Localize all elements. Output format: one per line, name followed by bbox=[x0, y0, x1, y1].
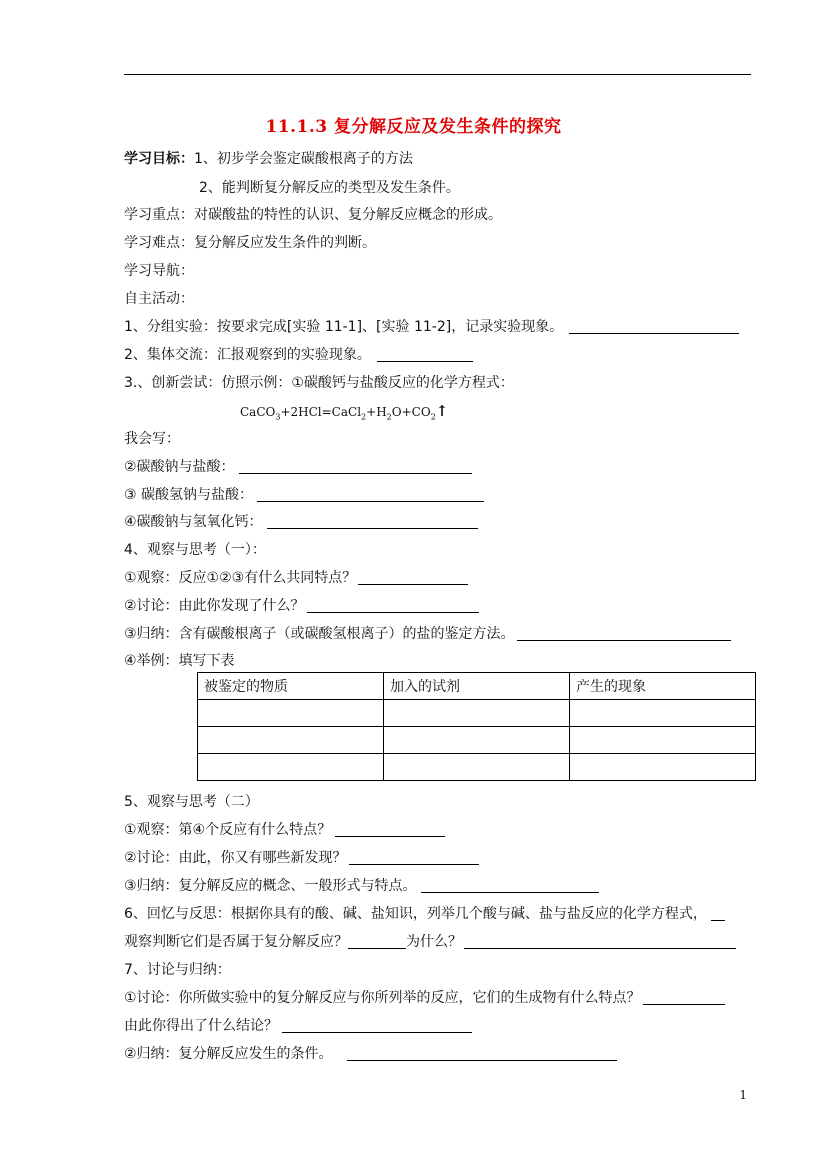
answer-blank[interactable] bbox=[517, 626, 731, 641]
objective-1: 1、初步学会鉴定碳酸根离子的方法 bbox=[194, 151, 413, 167]
obs1-1 bbox=[124, 569, 468, 587]
formula-subscript: 2 bbox=[430, 412, 436, 422]
self-activity-label: 自主活动： bbox=[124, 291, 194, 307]
disc-1-text: ①讨论：你所做实验中的复分解反应与你所列举的反应，它们的生成物有什么特点？ bbox=[124, 990, 641, 1006]
answer-blank[interactable] bbox=[377, 347, 473, 362]
answer-blank[interactable] bbox=[307, 598, 479, 613]
write-4 bbox=[124, 513, 478, 531]
disc-1b bbox=[124, 1017, 472, 1035]
table-header-cell: 被鉴定的物质 bbox=[198, 673, 384, 700]
table-cell[interactable] bbox=[198, 700, 384, 727]
answer-blank[interactable] bbox=[421, 878, 599, 893]
table-cell[interactable] bbox=[570, 754, 756, 781]
item-4: 4、观察与思考（一）： bbox=[124, 542, 266, 558]
obs1-3-text: ③归纳：含有碳酸根离子（或碳酸氢根离子）的盐的鉴定方法。 bbox=[124, 626, 515, 642]
item-1-text: 1、分组实验：按要求完成[实验 11-1]、[实验 11-2]，记录实验现象。 bbox=[124, 319, 564, 335]
table-cell[interactable] bbox=[570, 700, 756, 727]
obs1-1-text: ①观察：反应①②③有什么共同特点？ bbox=[124, 570, 357, 586]
page-number: 1 bbox=[739, 1088, 747, 1102]
answer-blank[interactable] bbox=[464, 934, 736, 949]
objectives-line bbox=[124, 150, 413, 168]
answer-blank[interactable] bbox=[348, 934, 406, 949]
answer-blank[interactable] bbox=[335, 822, 445, 837]
answer-blank[interactable] bbox=[257, 487, 484, 502]
item-6b-text: 观察判断它们是否属于复分解反应？ bbox=[124, 934, 348, 950]
formula-subscript: 2 bbox=[386, 412, 392, 422]
formula-subscript: 3 bbox=[275, 412, 281, 422]
write-3-text: ③ 碳酸氢钠与盐酸： bbox=[124, 487, 254, 503]
identification-table bbox=[197, 672, 756, 781]
item-3: 3.、创新尝试：仿照示例：①碳酸钙与盐酸反应的化学方程式： bbox=[124, 375, 514, 391]
obs1-3 bbox=[124, 625, 731, 643]
obs2-3 bbox=[124, 877, 599, 895]
item-7: 7、讨论与归纳： bbox=[124, 962, 231, 978]
answer-blank[interactable] bbox=[358, 570, 468, 585]
obs2-1 bbox=[124, 821, 445, 839]
obs2-2 bbox=[124, 849, 479, 867]
item-6a bbox=[124, 905, 725, 923]
answer-blank[interactable] bbox=[267, 514, 478, 529]
obs1-2 bbox=[124, 597, 479, 615]
item-6c-text: 为什么？ bbox=[406, 934, 462, 950]
obs1-4: ④举例：填写下表 bbox=[124, 653, 235, 669]
table-row bbox=[198, 700, 756, 727]
table-header-cell: 产生的现象 bbox=[570, 673, 756, 700]
table-row bbox=[198, 754, 756, 781]
item-6a-text: 6、回忆与反思：根据你具有的酸、碱、盐知识，列举几个酸与碱、盐与盐反应的化学方程式， bbox=[124, 906, 707, 922]
table-cell[interactable] bbox=[384, 754, 570, 781]
table-cell[interactable] bbox=[198, 727, 384, 754]
disc-1 bbox=[124, 989, 725, 1007]
item-1 bbox=[124, 318, 739, 336]
page-title: 11.1.3 复分解反应及发生条件的探究 bbox=[265, 117, 562, 137]
obs2-3-text: ③归纳：复分解反应的概念、一般形式与特点。 bbox=[124, 878, 417, 894]
item-5: 5、观察与思考（二） bbox=[124, 794, 259, 810]
table-cell[interactable] bbox=[198, 754, 384, 781]
write-3 bbox=[124, 486, 484, 504]
up-arrow-icon: ↑ bbox=[435, 402, 449, 420]
answer-blank[interactable] bbox=[711, 906, 725, 921]
item-2 bbox=[124, 346, 473, 364]
write-2 bbox=[124, 458, 472, 476]
obs2-1-text: ①观察：第④个反应有什么特点？ bbox=[124, 822, 332, 838]
table-cell[interactable] bbox=[384, 727, 570, 754]
formula-part: O+CO bbox=[391, 405, 431, 419]
obs1-2-text: ②讨论：由此你发现了什么？ bbox=[124, 598, 305, 614]
example-formula bbox=[240, 402, 448, 426]
table-header-row bbox=[198, 673, 756, 700]
item-2-text: 2、集体交流：汇报观察到的实验现象。 bbox=[124, 347, 371, 363]
table-cell[interactable] bbox=[570, 727, 756, 754]
disc-1b-text: 由此你得出了什么结论？ bbox=[124, 1018, 278, 1034]
formula-part: +H bbox=[366, 405, 387, 419]
objectives-label: 学习目标： bbox=[124, 151, 194, 167]
header-rule bbox=[124, 74, 751, 75]
answer-blank[interactable] bbox=[569, 319, 739, 334]
write-2-text: ②碳酸钠与盐酸： bbox=[124, 459, 235, 475]
table-cell[interactable] bbox=[384, 700, 570, 727]
formula-part: CaCO bbox=[240, 405, 276, 419]
answer-blank[interactable] bbox=[239, 459, 472, 474]
objective-2: 2、能判断复分解反应的类型及发生条件。 bbox=[199, 180, 460, 196]
disc-2-text: ②归纳：复分解反应发生的条件。 bbox=[124, 1046, 333, 1062]
formula-part: +2HCl=CaCl bbox=[280, 405, 362, 419]
key-point: 学习重点：对碳酸盐的特性的认识、复分解反应概念的形成。 bbox=[124, 207, 502, 223]
i-can-write: 我会写： bbox=[124, 431, 180, 447]
obs2-2-text: ②讨论：由此，你又有哪些新发现？ bbox=[124, 850, 347, 866]
item-6b bbox=[124, 933, 736, 951]
formula-subscript: 2 bbox=[361, 412, 367, 422]
answer-blank[interactable] bbox=[282, 1018, 472, 1033]
answer-blank[interactable] bbox=[349, 850, 479, 865]
difficulty: 学习难点：复分解反应发生条件的判断。 bbox=[124, 235, 376, 251]
table-row bbox=[198, 727, 756, 754]
write-4-text: ④碳酸钠与氢氧化钙： bbox=[124, 514, 263, 530]
answer-blank[interactable] bbox=[347, 1046, 617, 1061]
answer-blank[interactable] bbox=[643, 990, 725, 1005]
disc-2 bbox=[124, 1045, 617, 1063]
table-header-cell: 加入的试剂 bbox=[384, 673, 570, 700]
navigation-label: 学习导航： bbox=[124, 263, 194, 279]
